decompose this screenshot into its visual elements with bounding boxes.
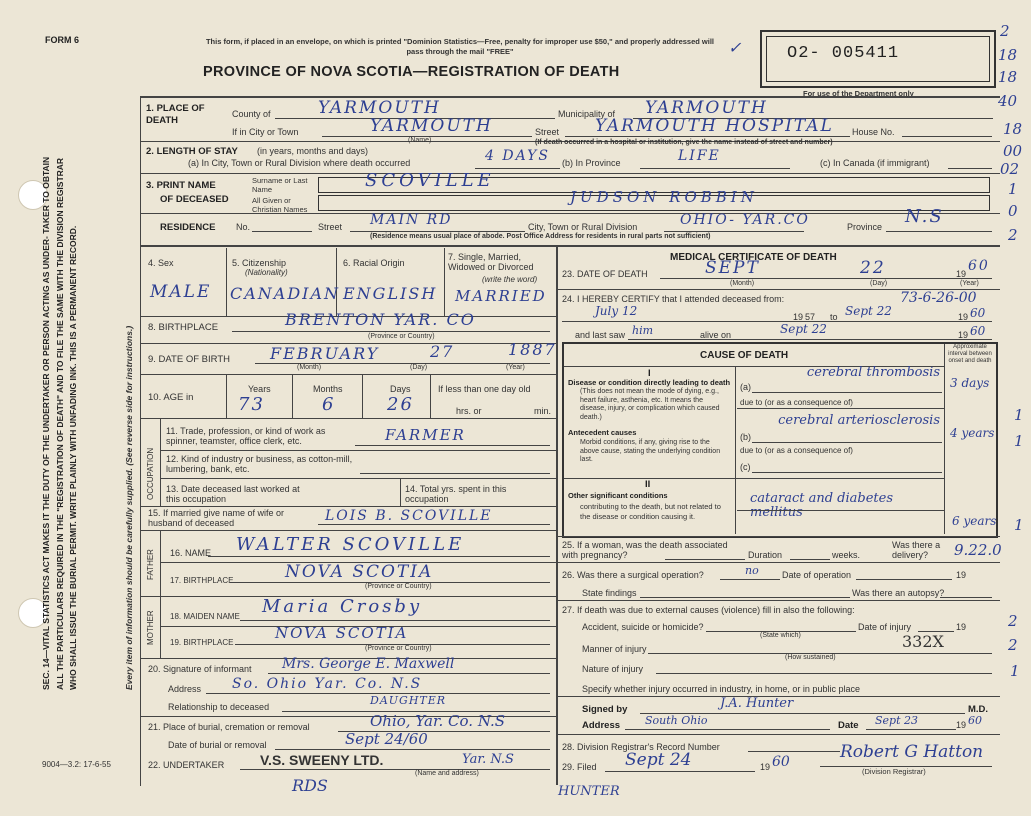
date-of-injury-label: Date of injury (858, 622, 912, 632)
filed-year: 60 (772, 754, 790, 770)
due-to-2: due to (or as a consequence of) (740, 446, 853, 455)
cause-a-label: (a) (740, 382, 751, 392)
mother-maiden-label: 18. MAIDEN NAME (170, 612, 240, 621)
sex-label: 4. Sex (148, 258, 174, 268)
total-years-label: 14. Total yrs. spent in this occupation (405, 484, 507, 504)
attended-to-label: to (830, 312, 838, 322)
manner-code: 332X (902, 632, 944, 651)
county-value: YARMOUTH (318, 98, 441, 118)
autopsy-label: Was there an autopsy? (852, 588, 945, 598)
name-sub-label: (Name) (408, 137, 432, 144)
marital-sub: (write the word) (482, 275, 538, 284)
interval-b: 4 years (950, 426, 995, 440)
filed-value: Sept 24 (625, 750, 692, 770)
father-birthplace-value: NOVA SCOTIA (285, 562, 434, 582)
age-months-label: Months (313, 384, 343, 394)
occupation-side-label: OCCUPATION (146, 447, 155, 500)
other-note: contributing to the death, but not related to the disease or condition causing it. (580, 502, 721, 521)
dob-day: 27 (430, 342, 455, 361)
death-year-sub: (Year) (960, 280, 979, 287)
trade-label: 11. Trade, profession, or kind of work as spinner, teamster, office clerk, etc. (166, 426, 326, 446)
registration-number: O2- 005411 (787, 44, 900, 63)
city-label: If in City or Town (232, 127, 299, 137)
cause-a: cerebral thrombosis (806, 365, 940, 380)
margin-code: 1 (1010, 662, 1020, 680)
residence-province-label: Province (847, 222, 883, 232)
last-worked-label: 13. Date deceased last worked at this occupation (166, 484, 300, 504)
state-which: (State which) (760, 632, 801, 639)
city-value: YARMOUTH (370, 116, 493, 136)
stay-city-label: (a) In City, Town or Rural Division where death occurred (188, 158, 411, 168)
operation-19: 19 (956, 570, 967, 580)
birthplace-label: 8. BIRTHPLACE (148, 322, 219, 333)
residence-city-label: City, Town or Rural Division (528, 222, 638, 232)
signed-date: Sept 23 (875, 714, 919, 727)
informant-address: So. Ohio Yar. Co. N.S (232, 676, 423, 692)
operation-date-label: Date of operation (782, 570, 852, 580)
date-of-death-year: 60 (968, 258, 990, 274)
side-instructions: SEC. 14—VITAL STATISTICS ACT MAKES IT THE DUTY OF THE UNDERTAKER OR PERSON ACTING AS UNDER- TAKER TO OBTAIN ALL THE PARTICULARS REQUIRED IN THE "REGISTRATION OF DEATH" AND TO FILE THE SAME WITH THE DIVISION REGISTRAR WHO SHALL ISSUE THE BURIAL PERMIT. WRITE PLAINLY WITH UNFADING INK. THIS IS A PERMANENT RECORD. (41, 156, 78, 690)
cause-c-label: (c) (740, 462, 751, 472)
cause-b: cerebral arteriosclerosis (778, 413, 940, 428)
margin-code: 40 (998, 92, 1018, 110)
age-months: 6 (322, 394, 336, 415)
medical-title: MEDICAL CERTIFICATE OF DEATH (670, 252, 837, 263)
margin-code: 0 (1008, 202, 1018, 220)
margin-code: 2 (1008, 636, 1018, 654)
alive-on-label: alive on (700, 330, 732, 340)
certify-label: 24. I HEREBY CERTIFY that I attended deceased from: (562, 294, 785, 304)
other-label: Other significant conditions (568, 491, 668, 500)
alive-year: 60 (970, 324, 986, 338)
given-names-label: All Given or Christian Names (252, 196, 308, 214)
how-sustained: (How sustained) (785, 654, 836, 661)
hospital-note: (If death occurred in a hospital or institution, give the name instead of street and number) (535, 139, 833, 146)
hours-label: hrs. or (456, 406, 482, 416)
surname-value: SCOVILLE (365, 170, 495, 191)
racial-origin-label: 6. Racial Origin (343, 258, 405, 268)
less-than-day-label: If less than one day old (438, 384, 531, 394)
margin-code: 1 (1014, 406, 1024, 424)
mother-side-label: MOTHER (146, 610, 155, 645)
date-of-death-19: 19 (956, 269, 967, 279)
mother-birthplace-label: 19. BIRTHPLACE (170, 638, 234, 647)
antecedent-note: Morbid conditions, if any, giving rise to the above cause, stating the underlying condition last. (580, 439, 721, 463)
signed-date-label: Date (838, 720, 859, 731)
mother-birthplace-sub: (Province or Country) (365, 645, 432, 652)
residence-note: (Residence means usual place of abode. Post Office Address for residents in rural parts not sufficient) (370, 233, 711, 240)
immediate-note: (This does not mean the mode of dying, e.g., heart failure, asthenia, etc. It means the disease, injury, or complication which caused death.) (580, 388, 720, 421)
age-years-label: Years (248, 384, 271, 394)
department-use: For use of the Department only (803, 89, 914, 98)
relationship-label: Relationship to deceased (168, 702, 270, 712)
antecedent-label: Antecedent causes (568, 428, 637, 437)
deceased-name-label-1: 3. PRINT NAME (146, 180, 216, 191)
street-value: YARMOUTH HOSPITAL (595, 116, 834, 136)
death-month-sub: (Month) (730, 280, 755, 287)
stay-city-value: 4 DAYS (485, 148, 550, 164)
alive-on-date: Sept 22 (780, 322, 827, 336)
external-label: 27. If death was due to external causes (violence) fill in also the following: (562, 605, 855, 615)
margin-code: 18 (998, 68, 1018, 86)
certify-code: 73-6-26-00 (900, 290, 977, 306)
section-i: I (648, 368, 651, 379)
attended-from-19: 19 (793, 312, 804, 322)
father-birthplace-sub: (Province or Country) (365, 583, 432, 590)
pregnancy-label: 25. If a woman, was the death associated with pregnancy? (562, 540, 728, 560)
page-title: PROVINCE OF NOVA SCOTIA—REGISTRATION OF DEATH (203, 64, 620, 80)
minutes-label: min. (534, 406, 552, 416)
delivery-code: 9.22.0 (954, 541, 1002, 559)
relationship-value: DAUGHTER (370, 694, 447, 707)
filed-19: 19 (760, 762, 771, 772)
signed-by-label: Signed by (582, 704, 628, 715)
residence-label: RESIDENCE (160, 222, 216, 233)
informant-signature: Mrs. George E. Maxwell (282, 656, 455, 672)
margin-code: 1 (1014, 432, 1024, 450)
form-code: 9004—3.2: 17-6-55 (42, 760, 111, 769)
dob-month: FEBRUARY (270, 344, 380, 363)
residence-street-label: Street (318, 222, 343, 232)
dob-month-sub: (Month) (297, 364, 322, 371)
mother-birthplace-value: NOVA SCOTIA (275, 624, 409, 642)
dob-day-sub: (Day) (410, 364, 428, 371)
father-birthplace-label: 17. BIRTHPLACE (170, 576, 234, 585)
cause-b-label: (b) (740, 432, 751, 442)
residence-no-label: No. (236, 222, 251, 232)
undertaker-label: 22. UNDERTAKER (148, 760, 225, 770)
dob-label: 9. DATE OF BIRTH (148, 354, 230, 365)
name-address-sub: (Name and address) (415, 770, 479, 777)
age-days: 26 (387, 394, 414, 415)
industry-label: 12. Kind of industry or business, as cotton-mill, lumbering, bank, etc. (166, 454, 353, 474)
death-day-sub: (Day) (870, 280, 888, 287)
filed-label: 29. Filed (562, 762, 597, 772)
surname-label: Surname or Last Name (252, 176, 308, 194)
interval-other: 6 years (952, 514, 997, 528)
specify-label: Specify whether injury occurred in industry, in home, or in public place (582, 684, 860, 694)
sex-value: MALE (150, 282, 212, 302)
spouse-label: 15. If married give name of wife or husband of deceased (148, 508, 285, 528)
section-ii: II (645, 479, 651, 490)
place-of-death-label: 1. PLACE OF DEATH (146, 103, 205, 126)
cause-title: CAUSE OF DEATH (700, 350, 789, 361)
citizenship-label: 5. Citizenship (232, 258, 287, 268)
spouse-value: LOIS B. SCOVILLE (325, 508, 493, 524)
state-findings-label: State findings (582, 588, 637, 598)
date-of-death-label: 23. DATE OF DEATH (562, 269, 648, 279)
stay-province-label: (b) In Province (562, 158, 621, 168)
length-of-stay-label: 2. LENGTH OF STAY (146, 146, 238, 157)
stay-province-value: LIFE (678, 148, 721, 164)
registrar-sub: (Division Registrar) (862, 767, 926, 776)
nature-label: Nature of injury (582, 664, 644, 674)
stay-canada-label: (c) In Canada (if immigrant) (820, 158, 930, 168)
surgical-value: no (745, 564, 759, 577)
margin-code: 2 (1008, 612, 1018, 630)
last-saw-him: him (632, 324, 654, 337)
birthplace-value: BRENTON YAR. CO (285, 310, 476, 329)
attended-from-year: 57 (805, 312, 816, 322)
citizenship-sub: (Nationality) (245, 268, 288, 277)
last-saw-label: and last saw (575, 330, 626, 340)
margin-code: 00 (1003, 142, 1023, 160)
father-name-value: WALTER SCOVILLE (236, 534, 465, 555)
house-no-label: House No. (852, 127, 895, 137)
burial-place-label: 21. Place of burial, cremation or removal (148, 722, 310, 732)
county-label: County of (232, 109, 271, 119)
burial-date-value: Sept 24/60 (345, 730, 428, 748)
marital-value: MARRIED (455, 287, 547, 305)
signed-19: 19 (956, 720, 967, 730)
signer-address-label: Address (582, 720, 621, 731)
citizenship-value: CANADIAN (230, 284, 341, 303)
municipality-label: Municipality of (558, 109, 616, 119)
margin-code: 2 (1000, 22, 1010, 40)
hunter-note: HUNTER (558, 784, 620, 799)
md-label: M.D. (968, 704, 989, 715)
informant-signature-label: 20. Signature of informant (148, 664, 252, 674)
margin-code: 02 (1000, 160, 1020, 178)
signed-by-value: J.A. Hunter (720, 696, 794, 711)
burial-date-label: Date of burial or removal (168, 740, 267, 750)
side-note: Every item of information should be carefully supplied. (See reverse side for instructions.) (124, 325, 134, 690)
margin-code: 18 (998, 46, 1018, 64)
attended-to-year: 60 (970, 306, 986, 320)
record-number-label: 28. Division Registrar's Record Number (562, 742, 720, 752)
mail-notice: This form, if placed in an envelope, on which is printed "Dominion Statistics—Free, penalty for improper use $50," and properly addressed will pass through the mail "FREE" (205, 37, 715, 56)
given-names-value: JUDSON ROBBIN (570, 188, 758, 206)
informant-address-label: Address (168, 684, 202, 694)
mother-maiden-value: Maria Crosby (262, 596, 423, 617)
racial-origin-value: ENGLISH (343, 284, 438, 303)
residence-city-value: OHIO- YAR.CO (680, 212, 810, 228)
undertaker-address: Yar. N.S (462, 752, 514, 767)
burial-place-value: Ohio, Yar. Co. N.S (370, 712, 506, 730)
pregnancy-weeks: weeks. (832, 550, 861, 560)
father-side-label: FATHER (146, 549, 155, 580)
margin-code: 18 (1003, 120, 1023, 138)
check-mark: ✓ (728, 38, 742, 57)
margin-code: 2 (1008, 226, 1018, 244)
residence-street-value: MAIN RD (370, 212, 453, 228)
accident-label: Accident, suicide or homicide? (582, 622, 704, 632)
undertaker-stamp: V.S. SWEENY LTD. (260, 752, 384, 768)
undertaker-initials: RDS (292, 776, 328, 795)
signed-year: 60 (968, 714, 982, 727)
marital-label: 7. Single, Married, Widowed or Divorced (448, 252, 534, 272)
date-of-death-month: SEPT (705, 258, 760, 278)
pregnancy-duration: Duration (748, 550, 783, 560)
immediate-label: Disease or condition directly leading to death (568, 378, 731, 387)
age-days-label: Days (390, 384, 411, 394)
trade-value: FARMER (385, 426, 466, 444)
age-years: 73 (238, 394, 265, 415)
length-of-stay-sub: (in years, months and days) (257, 146, 369, 156)
delivery-label: Was there a delivery? (892, 540, 941, 560)
date-of-death-day: 22 (860, 258, 886, 278)
manner-label: Manner of injury (582, 644, 647, 654)
registrar-signature: Robert G Hatton (840, 742, 984, 762)
margin-code: 1 (1014, 516, 1024, 534)
residence-province-value: N.S (905, 206, 944, 227)
due-to-1: due to (or as a consequence of) (740, 398, 853, 407)
surgical-label: 26. Was there a surgical operation? (562, 570, 704, 580)
signer-address: South Ohio (645, 714, 708, 727)
attended-to-19: 19 (958, 312, 969, 322)
street-label: Street (535, 127, 560, 137)
margin-code: 1 (1008, 180, 1018, 198)
injury-19: 19 (956, 622, 967, 632)
dob-year-sub: (Year) (506, 364, 525, 371)
interval-title: Approximate interval between onset and death (948, 344, 992, 364)
other-value: cataract and diabetes mellitus (750, 491, 894, 520)
age-label: 10. AGE in (148, 392, 194, 403)
form-number: FORM 6 (45, 35, 80, 45)
deceased-name-label-2: OF DECEASED (160, 194, 229, 205)
alive-19: 19 (958, 330, 969, 340)
dob-year: 1887 (508, 340, 557, 359)
interval-a: 3 days (950, 376, 990, 390)
father-name-label: 16. NAME (170, 548, 212, 558)
municipality-value: YARMOUTH (645, 98, 768, 118)
attended-to: Sept 22 (845, 304, 892, 318)
birthplace-sub: (Province or Country) (368, 333, 435, 340)
attended-from: July 12 (595, 304, 638, 318)
